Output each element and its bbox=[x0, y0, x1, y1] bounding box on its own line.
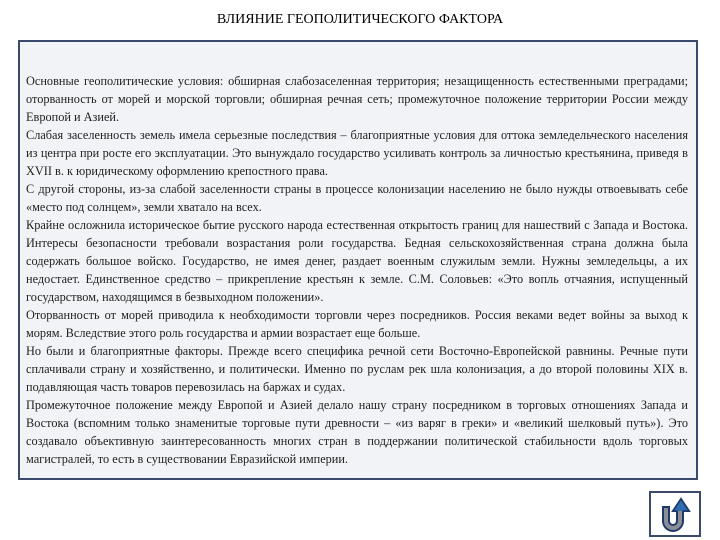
paragraph: Крайне осложнила историческое бытие русского народа естественная открытость границ для нашествий с Запада и Востока. Интересы безопасности требовали возрастания роли государства. Бедная сельскохозяйственная страна должна была содержать большое войско. Государство, не имея денег, раздает военным служилым земли. Нужны земледельцы, а их недостает. Единственное средство – прикрепление крестьян к земле. С.М. Соловьев: «Это вопль отчаяния, испущенный государством, находящимся в безвыходном положении». bbox=[26, 218, 688, 304]
paragraph: Но были и благоприятные факторы. Прежде всего специфика речной сети Восточно-Европейской равнины. Речные пути сплачивали страну и хозяйственно, и политически. Именно по руслам рек шла колонизация, а до второй половины XIX в. подавляющая часть товаров перевозилась на баржах и судах. bbox=[26, 344, 688, 394]
paragraph: Промежуточное положение между Европой и Азией делало нашу страну посредником в торговых отношениях Запада и Востока (вспомним только знаменитые торговые пути древности – «из варяг в греки» и «великий шелковый путь»). Это создавало объективную заинтересованность многих стран в поддержании политической стабильности вдоль торговых магистралей, то есть в существовании Евразийской империи. bbox=[26, 398, 688, 466]
paragraph: Основные геополитические условия: обширная слабозаселенная территория; незащищенность естественными преградами; оторванность от морей и морской торговли; обширная речная сеть; промежуточное положение территории России между Европой и Азией. bbox=[26, 74, 688, 124]
text-panel bbox=[18, 40, 698, 480]
return-button[interactable] bbox=[649, 491, 701, 537]
slide-title: ВЛИЯНИЕ ГЕОПОЛИТИЧЕСКОГО ФАКТОРА bbox=[216, 12, 504, 27]
u-turn-return-icon bbox=[657, 495, 697, 535]
paragraph: Слабая заселенность земель имела серьезные последствия – благоприятные условия для оттока земледельческого населения из центра при росте его эксплуатации. Это вынуждало государство усиливать контроль за личностью крестьянина, приведя в XVII в. к юридическому оформлению крепостного права. bbox=[26, 128, 688, 178]
paragraph: Оторванность от морей приводила к необходимости торговли через посредников. Россия веками ведет войны за выход к морям. Вследствие этого роль государства и армии возрастает еще больше. bbox=[26, 308, 688, 340]
paragraph: С другой стороны, из-за слабой заселенности страны в процессе колонизации населению не было нужды отвоевывать себе «место под солнцем», земли хватало на всех. bbox=[26, 182, 688, 214]
